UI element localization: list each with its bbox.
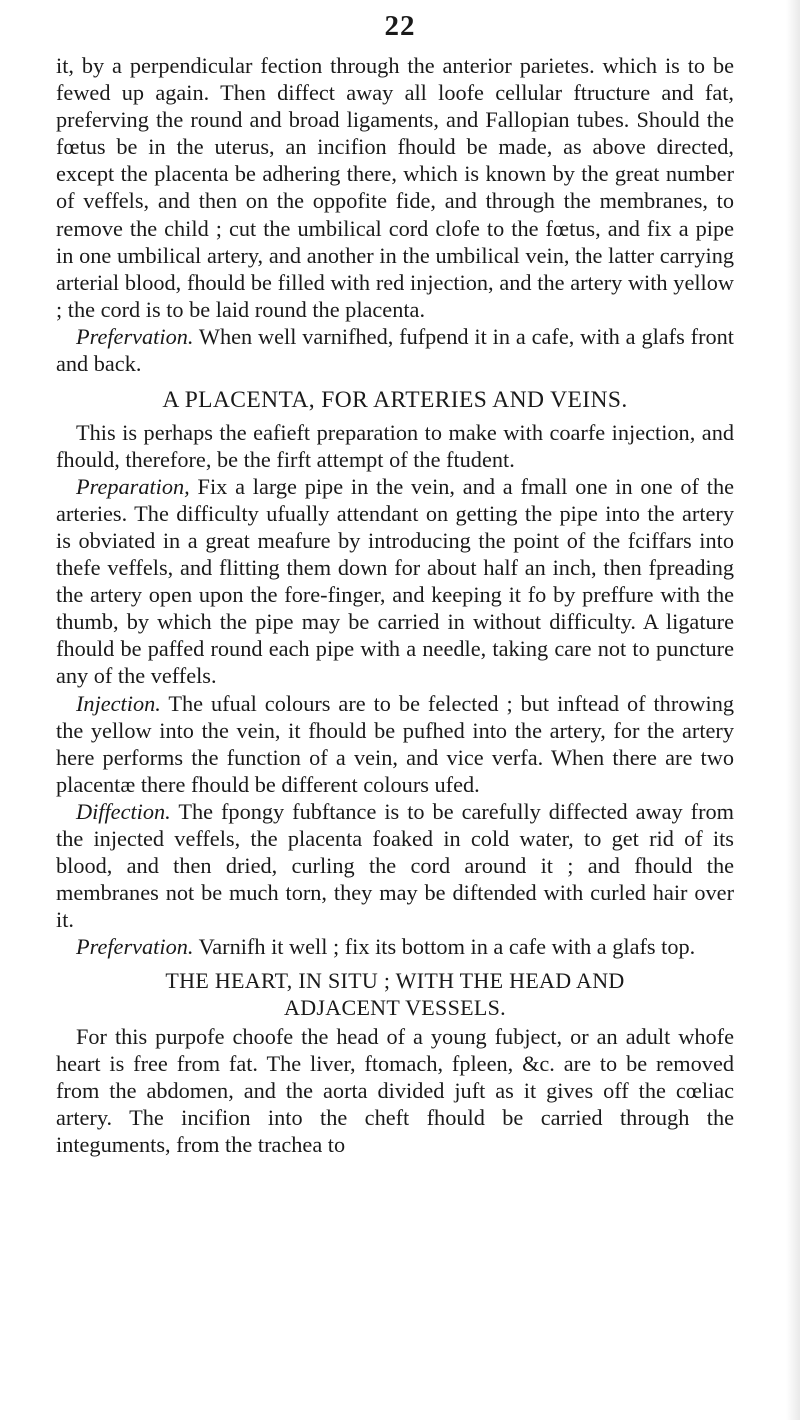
paragraph-intro bbox=[56, 419, 734, 473]
section-heading-heart-line2: ADJACENT VESSELS. bbox=[284, 994, 506, 1020]
paragraph-prefervation bbox=[56, 323, 734, 377]
section-heading-placenta: A PLACENTA, FOR ARTERIES AND VEINS. bbox=[162, 387, 628, 414]
paragraph-injection bbox=[56, 690, 734, 798]
section-heading-heart-line1: THE HEART, IN SITU ; WITH THE HEAD AND bbox=[165, 967, 625, 993]
paragraph-text: When well varnifhed, fufpend it in a cafe, with a glafs front and back. bbox=[56, 323, 734, 377]
run-in-label: Prefervation. bbox=[76, 323, 194, 349]
page-edge-shadow bbox=[786, 0, 800, 1420]
text-column bbox=[56, 52, 734, 1158]
paragraph-text: The ufual colours are to be felected ; but inftead of throwing the yellow into the vein, it fhould be pufhed into the artery, for the artery here performs the function of a vein, and vice verfa. When there are two placentæ there fhould be different colours ufed. bbox=[56, 690, 734, 797]
paragraph-preparation bbox=[56, 473, 734, 690]
page-number: 22 bbox=[384, 10, 416, 42]
paragraph-text: This is perhaps the eafieft preparation to make with coarfe injection, and fhould, therefore, be the firft attempt of the ftudent. bbox=[56, 419, 734, 472]
paragraph-text: Fix a large pipe in the vein, and a fmall one in one of the arteries. The difficulty ufually attendant on getting the pipe into the artery is obviated in a great meafure by introducing the point of the fciffars into thefe veffels, and flitting them down for about half an inch, then fpreading the artery open upon the fore-finger, and keeping it fo by preffure with the thumb, by which the pipe may be carried in without difficulty. A ligature fhould be paffed round each pipe with a needle, taking care not to puncture any of the veffels. bbox=[56, 473, 734, 689]
run-in-label: Diffection. bbox=[76, 798, 171, 824]
run-in-label: Preparation, bbox=[76, 473, 190, 499]
paragraph-text: The fpongy fubftance is to be carefully diffected away from the injected veffels, the placenta foaked in cold water, to get rid of its blood, and then dried, curling the cord around it ; and fhould the membranes not be much torn, they may be diftended with curled hair over it. bbox=[56, 798, 734, 933]
run-in-label: Injection. bbox=[76, 690, 161, 716]
run-in-label: Prefervation. bbox=[76, 934, 194, 960]
paragraph-continued bbox=[56, 52, 734, 323]
paragraph-heart-intro bbox=[56, 1023, 734, 1158]
paragraph-text: Varnifh it well ; fix its bottom in a cafe with a glafs top. bbox=[193, 934, 696, 960]
paragraph-text: it, by a perpendicular fection through the anterior parietes. which is to be fewed up again. Then diffect away all loofe cellular ftructure and fat, preferving the round and broad ligaments, and Fallopian tubes. Should the fœtus be in the uterus, an incifion fhould be made, as above directed, except the placenta be adhering there, which is known by the great number of veffels, and then on the oppofite fide, and through the membranes, to remove the child ; cut the umbilical cord clofe to the fœtus, and fix a pipe in one umbilical artery, and another in the umbilical vein, the latter carrying arterial blood, fhould be filled with red injection, and the artery with yellow ; the cord is to be laid round the placenta. bbox=[56, 53, 734, 322]
paragraph-text: For this purpofe choofe the head of a young fubject, or an adult whofe heart is free from fat. The liver, ftomach, fpleen, &c. are to be removed from the abdomen, and the aorta divided juft as it gives off the cœliac artery. The incifion into the cheft fhould be carried through the integuments, from the trachea to bbox=[56, 1023, 734, 1157]
paragraph-diffection bbox=[56, 798, 734, 933]
paragraph-prefervation-2 bbox=[56, 933, 734, 960]
